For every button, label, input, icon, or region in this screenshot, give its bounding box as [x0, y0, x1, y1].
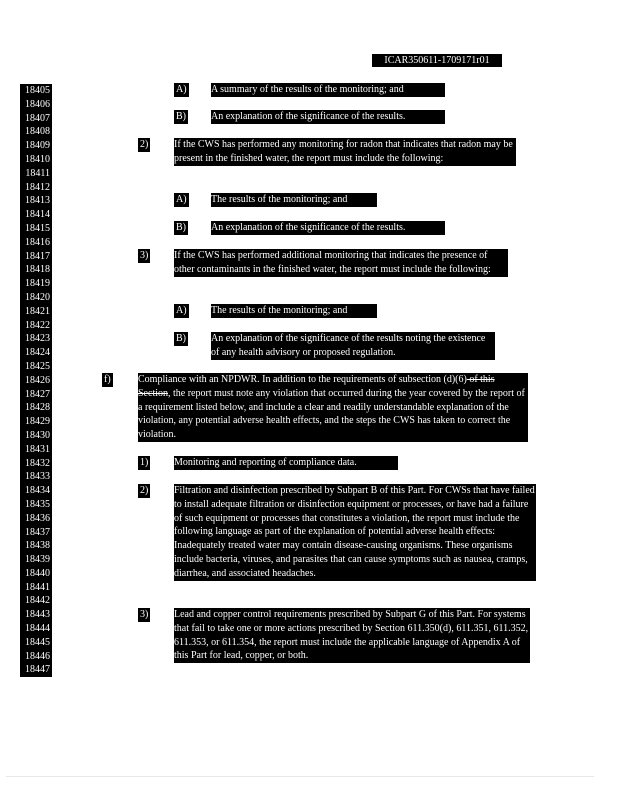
line-number: 18406 — [25, 98, 50, 110]
line-number: 18405 — [25, 85, 50, 96]
line-number: 18420 — [25, 291, 50, 303]
item-a1-text: A summary of the results of the monitoring; and — [211, 83, 445, 97]
line-number: 18412 — [25, 181, 50, 193]
subsection-f-text-start: Compliance with an NPDWR. In addition to the requirements of subsection (d)(6) — [138, 374, 467, 385]
line-number: 18446 — [25, 650, 50, 662]
page-bottom-rule — [6, 776, 594, 777]
item-a3-marker: A) — [176, 305, 187, 316]
item-a2-text: The results of the monitoring; and — [211, 193, 377, 207]
line-number: 18445 — [25, 636, 50, 648]
line-number: 18431 — [25, 443, 50, 455]
item-f2-text: Filtration and disinfection prescribed by Subpart B of this Part. For CWSs that have failed to install adequate filtration or disinfection equipment or processes, or have had a failure of such equipment or processes that constitutes a violation, the report must include the following language as part of the explanation of potential adverse health effects: Inadequately treated water may contain disease-causing organisms. These organisms include bacteria, viruses, and parasites that can cause symptoms such as nausea, cramps, diarrhea, and associated headaches. — [174, 485, 535, 579]
subsection-f-marker: f) — [104, 374, 111, 385]
line-number: 18414 — [25, 209, 50, 221]
line-number: 18430 — [25, 429, 50, 441]
line-number: 18426 — [25, 374, 50, 386]
item-a1-marker: A) — [176, 84, 187, 95]
item-b2-marker: B) — [176, 222, 186, 233]
line-number: 18415 — [25, 222, 50, 234]
document-id-header: ICAR350611-1709171r01 — [372, 54, 502, 67]
line-number: 18421 — [25, 305, 50, 317]
item-f1-marker: 1) — [140, 457, 149, 468]
line-number: 18443 — [25, 609, 50, 621]
line-number: 18416 — [25, 236, 50, 248]
line-number: 18410 — [25, 153, 50, 165]
line-number: 18433 — [25, 471, 50, 483]
line-number: 18407 — [25, 112, 50, 124]
subsection-f-text-end: , the report must note any violation that occurred during the year covered by the report of a requirement listed below, and include a clear and readily understandable explanation of the violation, any potential adverse health effects, and the steps the CWS has taken to correct the violation. — [138, 387, 525, 441]
line-number: 18424 — [25, 347, 50, 359]
item-f2-marker: 2) — [140, 485, 149, 496]
line-number: 18441 — [25, 581, 50, 593]
line-number: 18436 — [25, 512, 50, 524]
item-b1-text: An explanation of the significance of the results. — [211, 110, 445, 124]
item-2-marker: 2) — [140, 139, 149, 150]
line-number: 18418 — [25, 264, 50, 276]
item-b3-text: An explanation of the significance of the results noting the existence of any health advisory or proposed regulation. — [211, 332, 495, 360]
item-f3-text: Lead and copper control requirements prescribed by Subpart G of this Part. For systems that fail to take one or more actions prescribed by Section 611.350(d), 611.351, 611.352, 611.353, or 611.354, the report must include the applicable language of Appendix A of this Part for lead, copper, or both. — [174, 609, 529, 662]
line-number: 18435 — [25, 498, 50, 510]
item-b1-marker: B) — [176, 111, 186, 122]
item-a3-text: The results of the monitoring; and — [211, 304, 377, 318]
item-3-marker: 3) — [140, 250, 149, 261]
item-f1-text: Monitoring and reporting of compliance data. — [174, 456, 398, 470]
item-a2-marker: A) — [176, 194, 187, 205]
line-number: 18439 — [25, 554, 50, 566]
item-f3-marker: 3) — [140, 609, 149, 620]
subsection-f-text — [138, 373, 528, 442]
item-2-text: If the CWS has performed any monitoring for radon that indicates that radon may be present in the finished water, the report must include the following: — [174, 138, 516, 166]
line-number: 18408 — [25, 126, 50, 138]
item-b2-text: An explanation of the significance of the results. — [211, 221, 445, 235]
line-number: 18413 — [25, 195, 50, 207]
line-number: 18409 — [25, 140, 50, 152]
line-number: 18442 — [25, 595, 50, 607]
line-number: 18434 — [25, 485, 50, 497]
line-number: 18444 — [25, 623, 50, 635]
line-number: 18427 — [25, 388, 50, 400]
line-number: 18417 — [25, 250, 50, 262]
line-number: 18411 — [25, 167, 50, 179]
line-number: 18419 — [25, 278, 50, 290]
item-b3-marker: B) — [176, 333, 186, 344]
line-number: 18428 — [25, 402, 50, 414]
line-number: 18437 — [25, 526, 50, 538]
struck-text: of this Section — [138, 374, 495, 399]
line-number: 18447 — [25, 664, 50, 676]
line-number: 18422 — [25, 319, 50, 331]
item-3-text: If the CWS has performed additional monitoring that indicates the presence of other contaminants in the finished water, the report must include the following: — [174, 249, 508, 277]
line-number: 18429 — [25, 416, 50, 428]
line-number: 18438 — [25, 540, 50, 552]
line-number: 18440 — [25, 567, 50, 579]
line-number-column — [20, 84, 52, 677]
line-number: 18432 — [25, 457, 50, 469]
line-number: 18423 — [25, 333, 50, 345]
line-number: 18425 — [25, 360, 50, 372]
